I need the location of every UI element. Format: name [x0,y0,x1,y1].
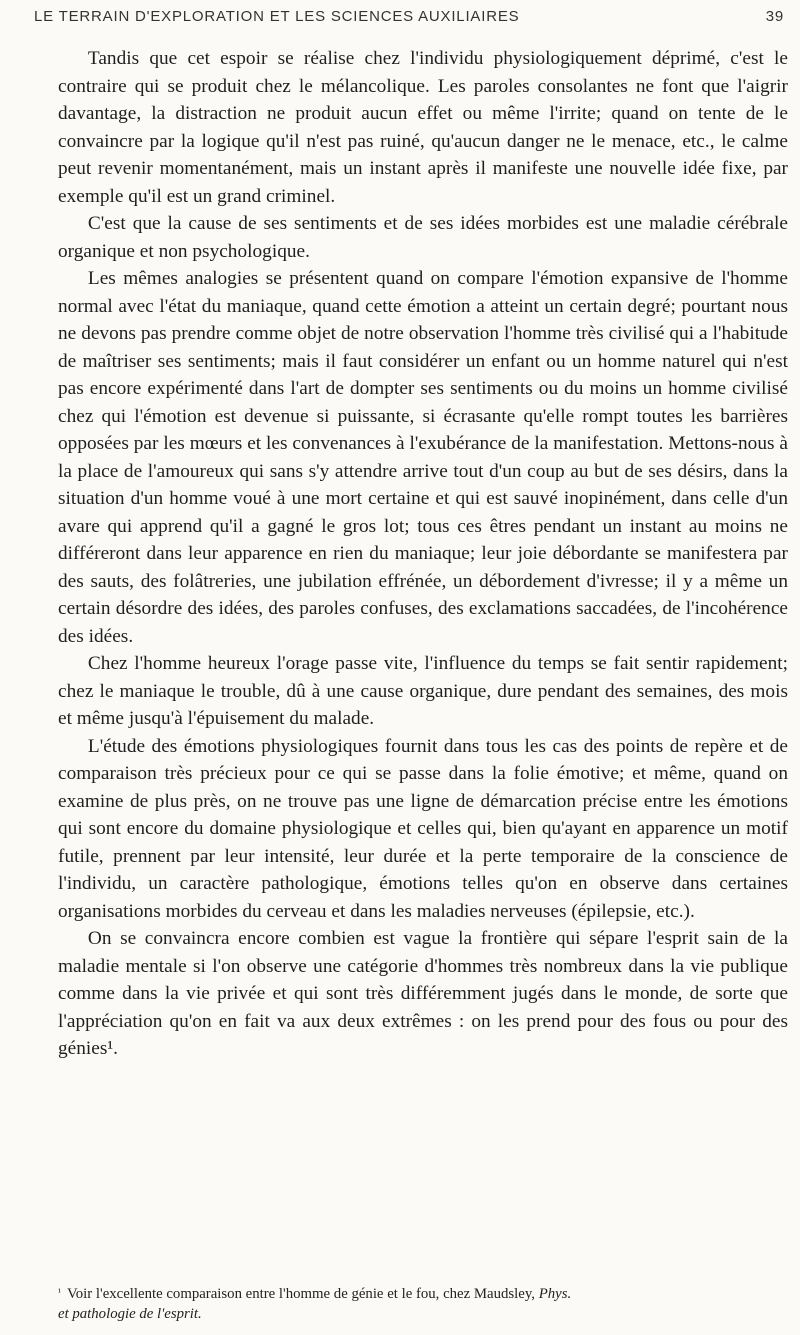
paragraph-organic-cause: C'est que la cause de ses sentiments et de ses idées morbides est une maladie cérébrale organique et non psychologique. [58,213,788,262]
footnote [58,1283,788,1324]
footnote-title-part-1: Phys. [538,1286,572,1302]
footnote-title-part-2: et pathologie de l'esprit. [58,1306,202,1322]
footnote-text: Voir l'excellente comparaison entre l'homme de génie et le fou, chez Maudsley, [67,1286,535,1302]
main-text [58,45,788,1063]
paragraph-happy-man: Chez l'homme heureux l'orage passe vite, l'influence du temps se fait sentir rapidement; chez le maniaque le trouble, dû à une cause organique, dure pendant des semaines, des mois et même jusqu'à l'épuisement du malade. [58,653,788,729]
page-number: 39 [765,8,784,25]
footnote-marker: ¹ [58,1287,61,1298]
footnote-line [58,1283,788,1304]
paragraph-vague-frontier: On se convaincra encore combien est vague la frontière qui sépare l'esprit sain de la maladie mentale si l'on observe une catégorie d'hommes très nombreux dans la vie publique comme dans la vie privée et qui sont très différemment jugés dans le monde, de sorte que l'appréciation qu'on en fait va aux deux extrêmes : on les prend pour des fous ou pour des génies¹. [58,928,788,1059]
paragraph-expansive-emotion: Les mêmes analogies se présentent quand on compare l'émotion expansive de l'homme normal avec l'état du maniaque, quand cette émotion a atteint un certain degré; pourtant nous ne devons pas prendre comme objet de notre observation l'homme très civilisé qui a l'habitude de maîtriser ses sentiments; mais il faut considérer un enfant ou un homme naturel qui n'est pas encore expérimenté dans l'art de dompter ses sentiments ou du moins un homme civilisé chez qui l'émotion est devenue si puissante, si écrasante qu'elle rompt toutes les barrières opposées par les mœurs et les convenances à l'exubérance de la manifestation. Mettons-nous à la place de l'amoureux qui sans s'y attendre arrive tout d'un coup au but de ses désirs, dans la situation d'un homme voué à une mort certaine et qui est sauvé inopinément, dans celle d'un avare qui apprend qu'il a gagné le gros lot; tous ces êtres pendant un instant au moins ne différeront dans leur apparence en rien du maniaque; leur joie débordante se manifestera par des sauts, des folâtreries, une jubilation effrénée, un débordement d'ivresse; il y a même un certain désordre des idées, des paroles confuses, des exclamations saccadées, de l'incohérence des idées. [58,268,788,647]
paragraph-physiological-emotions: L'étude des émotions physiologiques fournit dans tous les cas des points de repère et de comparaison très précieux pour ce qui se passe dans la folie émotive; et même, quand on examine de plus près, on ne trouve pas une ligne de démarcation précise entre les émotions qui sont encore du domaine physiologique et celles qui, bien qu'ayant en apparence un motif futile, prennent par leur intensité, leur durée et la perte temporaire de la conscience de l'individu, un caractère pathologique, émotions telles qu'on en observe dans certaines organisations morbides du cerveau et dans les maladies nerveuses (épilepsie, etc.). [58,735,788,922]
page-header [34,8,784,32]
paragraph-melancholic-consolation: Tandis que cet espoir se réalise chez l'individu physiologiquement déprimé, c'est le contraire qui se produit chez le mélancolique. Les paroles consolantes ne font que l'aigrir davantage, la distraction ne produit aucun effet ou même l'irrite; quand on tente de le convaincre par la logique qu'il n'est pas ruiné, qu'aucun danger ne le menace, etc., le calme peut revenir momentanément, mais un instant après il manifeste une nouvelle idée fixe, par exemple qu'il est un grand criminel. [58,48,788,207]
running-title: LE TERRAIN D'EXPLORATION ET LES SCIENCES AUXILIAIRES [34,8,520,25]
